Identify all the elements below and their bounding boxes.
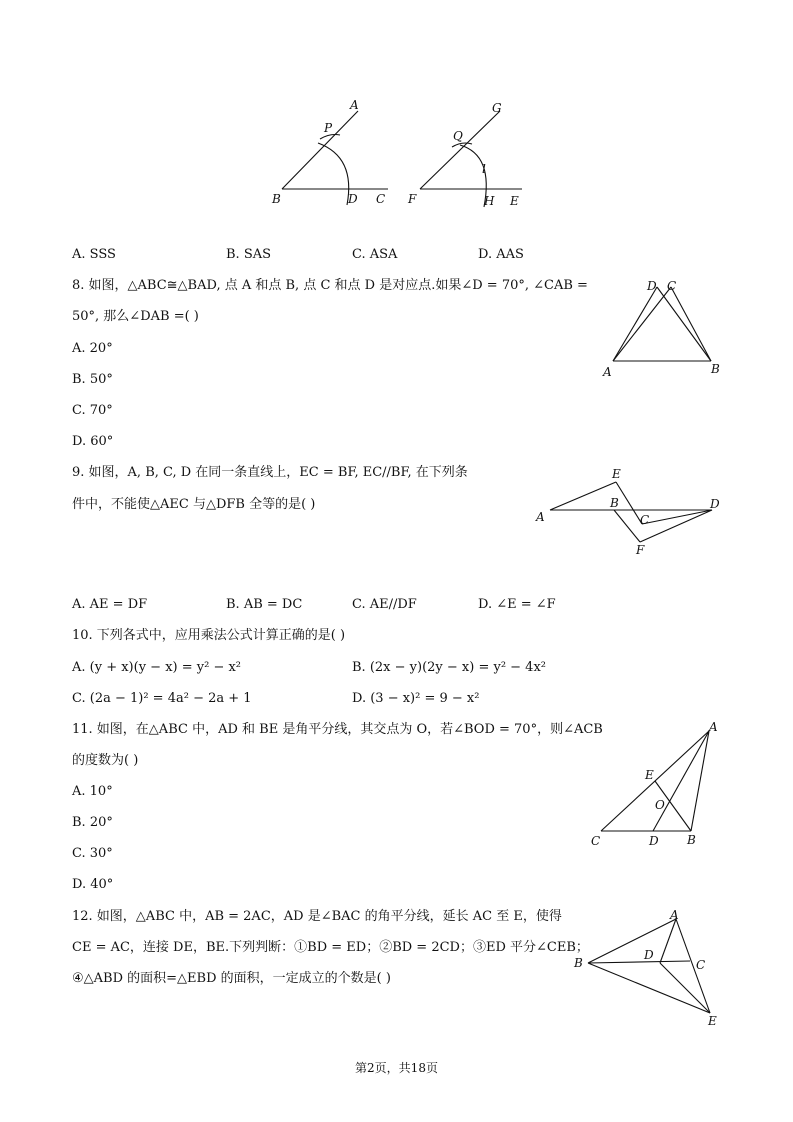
q12-label: B [574, 956, 583, 970]
q9-label: C [640, 513, 650, 527]
q11-label: O [655, 798, 665, 812]
q8-figure [595, 275, 725, 385]
q11-option-d: D. 40° [72, 877, 114, 892]
q7-figure [260, 95, 540, 215]
q8-label: C [667, 279, 677, 293]
q7-label: D [348, 192, 358, 206]
q11-stem-line2: 的度数为( ) [72, 753, 139, 768]
q12-label: C [696, 958, 706, 972]
q10-option-d: D. (3 − x)² = 9 − x² [352, 691, 480, 706]
q12-stem-line3: ④△ABD 的面积=△EBD 的面积，一定成立的个数是( ) [72, 971, 391, 986]
q9-option-b: B. AB = DC [226, 597, 303, 612]
q8-option-d: D. 60° [72, 434, 114, 449]
q7-label: H [484, 194, 495, 208]
q8-stem-line2: 50°, 那么∠DAB =( ) [72, 309, 199, 324]
q11-label: B [687, 833, 696, 847]
q11-stem-line1: 11. 如图，在△ABC 中，AD 和 BE 是角平分线，其交点为 O，若∠BOD = 70°，则∠ACB [72, 722, 603, 737]
q9-option-d: D. ∠E = ∠F [478, 597, 556, 612]
q9-option-c: C. AE//DF [352, 597, 417, 612]
q9-label: D [710, 497, 720, 511]
q12-figure [570, 905, 730, 1035]
q11-option-c: C. 30° [72, 846, 113, 861]
q8-option-c: C. 70° [72, 403, 113, 418]
q9-option-a: A. AE = DF [72, 597, 148, 612]
q10-option-b: B. (2x − y)(2y − x) = y² − 4x² [352, 660, 546, 675]
q7-label: P [324, 121, 333, 135]
q8-stem-line1: 8. 如图，△ABC≅△BAD, 点 A 和点 B, 点 C 和点 D 是对应点.如果∠D = 70°, ∠CAB = [72, 278, 588, 293]
q7-label: A [350, 98, 359, 112]
q12-label: A [670, 908, 679, 922]
q10-option-a: A. (y + x)(y − x) = y² − x² [72, 660, 242, 675]
q9-stem-line1: 9. 如图，A, B, C, D 在同一条直线上，EC = BF, EC//BF, 在下列条 [72, 465, 468, 480]
q7-option-a: A. SSS [72, 247, 116, 262]
q10-stem: 10. 下列各式中，应用乘法公式计算正确的是( ) [72, 628, 346, 643]
q11-option-a: A. 10° [72, 784, 113, 799]
q11-option-b: B. 20° [72, 815, 113, 830]
q12-stem-line1: 12. 如图，△ABC 中，AB = 2AC，AD 是∠BAC 的角平分线，延长 AC 至 E，使得 [72, 909, 562, 924]
q7-option-d: D. AAS [478, 247, 524, 262]
q11-label: D [649, 834, 659, 848]
q10-option-c: C. (2a − 1)² = 4a² − 2a + 1 [72, 691, 252, 706]
q7-label: E [510, 194, 519, 208]
q11-label: E [645, 768, 654, 782]
q8-label: B [711, 362, 720, 376]
q8-option-b: B. 50° [72, 372, 113, 387]
q11-label: C [591, 834, 601, 848]
q11-figure [585, 715, 725, 855]
q12-label: D [644, 948, 654, 962]
q7-label: l [482, 162, 486, 176]
q7-label: B [272, 192, 281, 206]
q9-stem-line2: 件中，不能使△AEC 与△DFB 全等的是( ) [72, 497, 316, 512]
q7-option-c: C. ASA [352, 247, 398, 262]
page-footer: 第2页，共18页 [355, 1061, 438, 1075]
q7-label: C [376, 192, 386, 206]
q9-label: B [610, 496, 619, 510]
q9-label: A [536, 510, 545, 524]
q7-label: F [408, 192, 417, 206]
q9-figure [530, 462, 730, 562]
q7-label: G [492, 101, 502, 115]
q9-label: E [612, 467, 621, 481]
q9-label: F [636, 543, 645, 557]
q8-label: A [603, 365, 612, 379]
q7-label: Q [453, 129, 463, 143]
q7-option-b: B. SAS [226, 247, 272, 262]
q8-option-a: A. 20° [72, 341, 113, 356]
q12-label: E [708, 1014, 717, 1028]
q11-label: A [709, 720, 718, 734]
q12-stem-line2: CE = AC，连接 DE，BE.下列判断：①BD = ED；②BD = 2CD；③ED 平分∠CEB； [72, 940, 589, 955]
q8-label: D [647, 279, 657, 293]
